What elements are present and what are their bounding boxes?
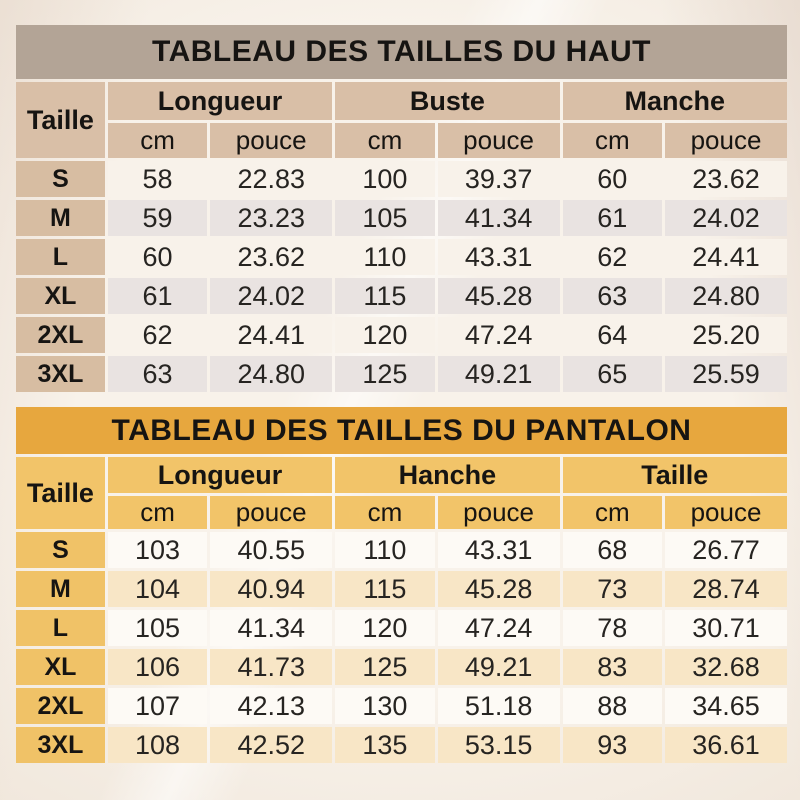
table-row-m bbox=[16, 200, 787, 236]
value-cell: 83 bbox=[563, 649, 662, 685]
table-row-m bbox=[16, 571, 787, 607]
table-row-3xl bbox=[16, 356, 787, 392]
value-cell: 64 bbox=[563, 317, 662, 353]
unit-header-cm: cm bbox=[108, 123, 207, 158]
value-cell: 130 bbox=[335, 688, 434, 724]
value-cell: 43.31 bbox=[438, 239, 560, 275]
table-row-l bbox=[16, 610, 787, 646]
value-cell: 24.41 bbox=[665, 239, 787, 275]
value-cell: 32.68 bbox=[665, 649, 787, 685]
unit-header-cm: cm bbox=[563, 123, 662, 158]
value-cell: 24.80 bbox=[210, 356, 332, 392]
value-cell: 49.21 bbox=[438, 649, 560, 685]
value-cell: 42.52 bbox=[210, 727, 332, 763]
value-cell: 60 bbox=[108, 239, 207, 275]
value-cell: 24.80 bbox=[665, 278, 787, 314]
table-body-haut bbox=[16, 161, 787, 392]
value-cell: 24.41 bbox=[210, 317, 332, 353]
value-cell: 63 bbox=[563, 278, 662, 314]
table-row-2xl bbox=[16, 317, 787, 353]
value-cell: 49.21 bbox=[438, 356, 560, 392]
value-cell: 41.34 bbox=[438, 200, 560, 236]
unit-header-pouce: pouce bbox=[665, 496, 787, 529]
value-cell: 115 bbox=[335, 571, 434, 607]
value-cell: 28.74 bbox=[665, 571, 787, 607]
size-label-cell: XL bbox=[16, 278, 105, 314]
value-cell: 45.28 bbox=[438, 571, 560, 607]
value-cell: 39.37 bbox=[438, 161, 560, 197]
table-row-2xl bbox=[16, 688, 787, 724]
table-row-xl bbox=[16, 649, 787, 685]
value-cell: 125 bbox=[335, 649, 434, 685]
value-cell: 120 bbox=[335, 317, 434, 353]
value-cell: 61 bbox=[108, 278, 207, 314]
value-cell: 36.61 bbox=[665, 727, 787, 763]
value-cell: 63 bbox=[108, 356, 207, 392]
value-cell: 40.94 bbox=[210, 571, 332, 607]
value-cell: 40.55 bbox=[210, 532, 332, 568]
unit-header-pouce: pouce bbox=[210, 123, 332, 158]
value-cell: 34.65 bbox=[665, 688, 787, 724]
value-cell: 51.18 bbox=[438, 688, 560, 724]
value-cell: 23.62 bbox=[665, 161, 787, 197]
value-cell: 62 bbox=[108, 317, 207, 353]
size-table-haut bbox=[13, 79, 790, 395]
value-cell: 78 bbox=[563, 610, 662, 646]
value-cell: 110 bbox=[335, 532, 434, 568]
value-cell: 104 bbox=[108, 571, 207, 607]
value-cell: 23.23 bbox=[210, 200, 332, 236]
column-group-hanche: Hanche bbox=[335, 457, 559, 493]
table-title-haut: TABLEAU DES TAILLES DU HAUT bbox=[16, 25, 787, 79]
unit-header-cm: cm bbox=[108, 496, 207, 529]
value-cell: 26.77 bbox=[665, 532, 787, 568]
value-cell: 105 bbox=[108, 610, 207, 646]
value-cell: 110 bbox=[335, 239, 434, 275]
value-cell: 41.73 bbox=[210, 649, 332, 685]
value-cell: 41.34 bbox=[210, 610, 332, 646]
value-cell: 68 bbox=[563, 532, 662, 568]
value-cell: 107 bbox=[108, 688, 207, 724]
column-header-taille: Taille bbox=[16, 82, 105, 158]
value-cell: 105 bbox=[335, 200, 434, 236]
size-table-pantalon bbox=[13, 454, 790, 766]
value-cell: 43.31 bbox=[438, 532, 560, 568]
top-sizes-section bbox=[13, 25, 790, 395]
value-cell: 22.83 bbox=[210, 161, 332, 197]
value-cell: 24.02 bbox=[210, 278, 332, 314]
value-cell: 53.15 bbox=[438, 727, 560, 763]
value-cell: 125 bbox=[335, 356, 434, 392]
size-label-cell: S bbox=[16, 161, 105, 197]
value-cell: 103 bbox=[108, 532, 207, 568]
value-cell: 73 bbox=[563, 571, 662, 607]
value-cell: 61 bbox=[563, 200, 662, 236]
table-row-s bbox=[16, 161, 787, 197]
unit-header-cm: cm bbox=[335, 123, 434, 158]
column-header-taille: Taille bbox=[16, 457, 105, 529]
size-label-cell: L bbox=[16, 239, 105, 275]
column-group-longueur: Longueur bbox=[108, 457, 332, 493]
value-cell: 30.71 bbox=[665, 610, 787, 646]
value-cell: 93 bbox=[563, 727, 662, 763]
size-label-cell: 2XL bbox=[16, 688, 105, 724]
unit-header-row bbox=[16, 123, 787, 158]
value-cell: 24.02 bbox=[665, 200, 787, 236]
table-row-l bbox=[16, 239, 787, 275]
unit-header-row bbox=[16, 496, 787, 529]
group-header-row bbox=[16, 457, 787, 493]
size-label-cell: 2XL bbox=[16, 317, 105, 353]
pants-sizes-section bbox=[13, 407, 790, 766]
value-cell: 59 bbox=[108, 200, 207, 236]
table-row-3xl bbox=[16, 727, 787, 763]
size-label-cell: 3XL bbox=[16, 727, 105, 763]
table-header-haut bbox=[16, 82, 787, 158]
unit-header-pouce: pouce bbox=[438, 123, 560, 158]
size-label-cell: M bbox=[16, 200, 105, 236]
table-row-xl bbox=[16, 278, 787, 314]
size-label-cell: 3XL bbox=[16, 356, 105, 392]
value-cell: 62 bbox=[563, 239, 662, 275]
value-cell: 47.24 bbox=[438, 610, 560, 646]
value-cell: 115 bbox=[335, 278, 434, 314]
value-cell: 58 bbox=[108, 161, 207, 197]
column-group-buste: Buste bbox=[335, 82, 559, 120]
value-cell: 65 bbox=[563, 356, 662, 392]
table-row-s bbox=[16, 532, 787, 568]
value-cell: 108 bbox=[108, 727, 207, 763]
column-group-longueur: Longueur bbox=[108, 82, 332, 120]
value-cell: 25.20 bbox=[665, 317, 787, 353]
table-title-pantalon: TABLEAU DES TAILLES DU PANTALON bbox=[16, 407, 787, 454]
value-cell: 88 bbox=[563, 688, 662, 724]
unit-header-cm: cm bbox=[563, 496, 662, 529]
value-cell: 42.13 bbox=[210, 688, 332, 724]
column-group-manche: Manche bbox=[563, 82, 787, 120]
unit-header-pouce: pouce bbox=[438, 496, 560, 529]
value-cell: 100 bbox=[335, 161, 434, 197]
table-body-pantalon bbox=[16, 532, 787, 763]
value-cell: 47.24 bbox=[438, 317, 560, 353]
size-label-cell: L bbox=[16, 610, 105, 646]
table-header-pantalon bbox=[16, 457, 787, 529]
group-header-row bbox=[16, 82, 787, 120]
unit-header-cm: cm bbox=[335, 496, 434, 529]
size-label-cell: S bbox=[16, 532, 105, 568]
size-label-cell: XL bbox=[16, 649, 105, 685]
column-group-taille: Taille bbox=[563, 457, 787, 493]
value-cell: 25.59 bbox=[665, 356, 787, 392]
value-cell: 106 bbox=[108, 649, 207, 685]
value-cell: 23.62 bbox=[210, 239, 332, 275]
unit-header-pouce: pouce bbox=[665, 123, 787, 158]
unit-header-pouce: pouce bbox=[210, 496, 332, 529]
value-cell: 45.28 bbox=[438, 278, 560, 314]
value-cell: 120 bbox=[335, 610, 434, 646]
value-cell: 60 bbox=[563, 161, 662, 197]
value-cell: 135 bbox=[335, 727, 434, 763]
size-label-cell: M bbox=[16, 571, 105, 607]
